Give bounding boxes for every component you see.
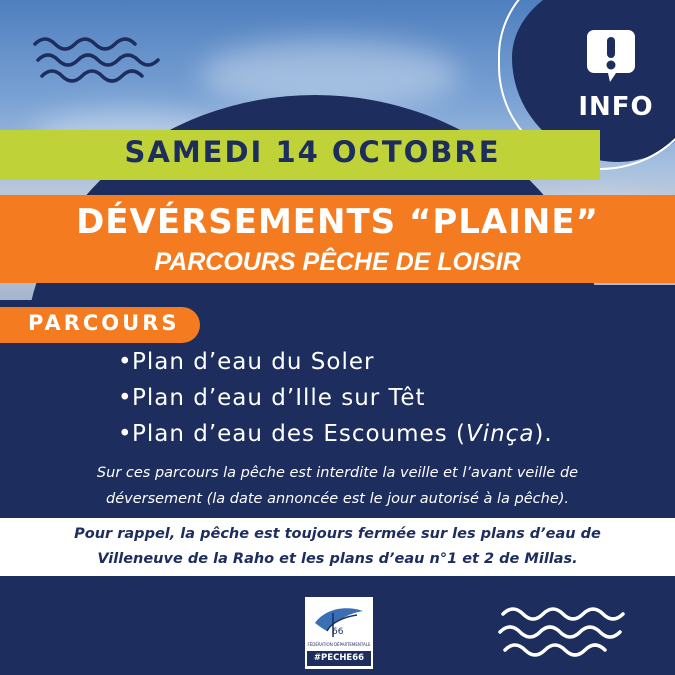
info-label: INFO — [578, 92, 654, 122]
reminder-text — [0, 522, 675, 572]
restriction-note — [0, 460, 675, 512]
logo-number: 66 — [332, 627, 344, 637]
logo-federation-text: FÉDÉRATION DÉPARTEMENTALE — [307, 642, 371, 647]
venue-name: Plan d’eau du Soler — [132, 349, 375, 375]
venue-list — [118, 344, 553, 452]
list-item — [118, 416, 553, 452]
note-line: Sur ces parcours la pêche est interdite la veille et l’avant veille de — [96, 465, 579, 481]
venue-town: Vinça — [465, 421, 535, 447]
venue-suffix: ). — [534, 421, 553, 447]
exclamation-speech-icon — [586, 28, 636, 84]
list-item — [118, 344, 553, 380]
bullet-icon: • — [118, 421, 133, 447]
logo-hashtag: #PECHE66 — [307, 651, 371, 666]
list-item — [118, 380, 553, 416]
headline-title: DÉVÉRSEMENTS “PLAINE” — [76, 202, 599, 242]
bullet-icon: • — [118, 349, 133, 375]
section-label: PARCOURS — [28, 311, 180, 335]
federation-logo — [305, 597, 373, 669]
wave-icon — [495, 600, 635, 660]
wave-icon — [30, 30, 165, 85]
bullet-icon: • — [118, 385, 133, 411]
venue-name: Plan d’eau des Escoumes ( — [132, 421, 466, 447]
venue-name: Plan d’eau d’Ille sur Têt — [132, 385, 426, 411]
reminder-line: Villeneuve de la Raho et les plans d’eau n°1 et 2 de Millas. — [97, 551, 578, 567]
reminder-line: Pour rappel, la pêche est toujours fermée sur les plans d’eau de — [74, 526, 601, 542]
event-date: SAMEDI 14 OCTOBRE — [124, 135, 501, 169]
note-line: déversement (la date annoncée est le jour autorisé à la pêche). — [105, 491, 570, 507]
headline-subtitle: PARCOURS PÊCHE DE LOISIR — [154, 248, 521, 276]
